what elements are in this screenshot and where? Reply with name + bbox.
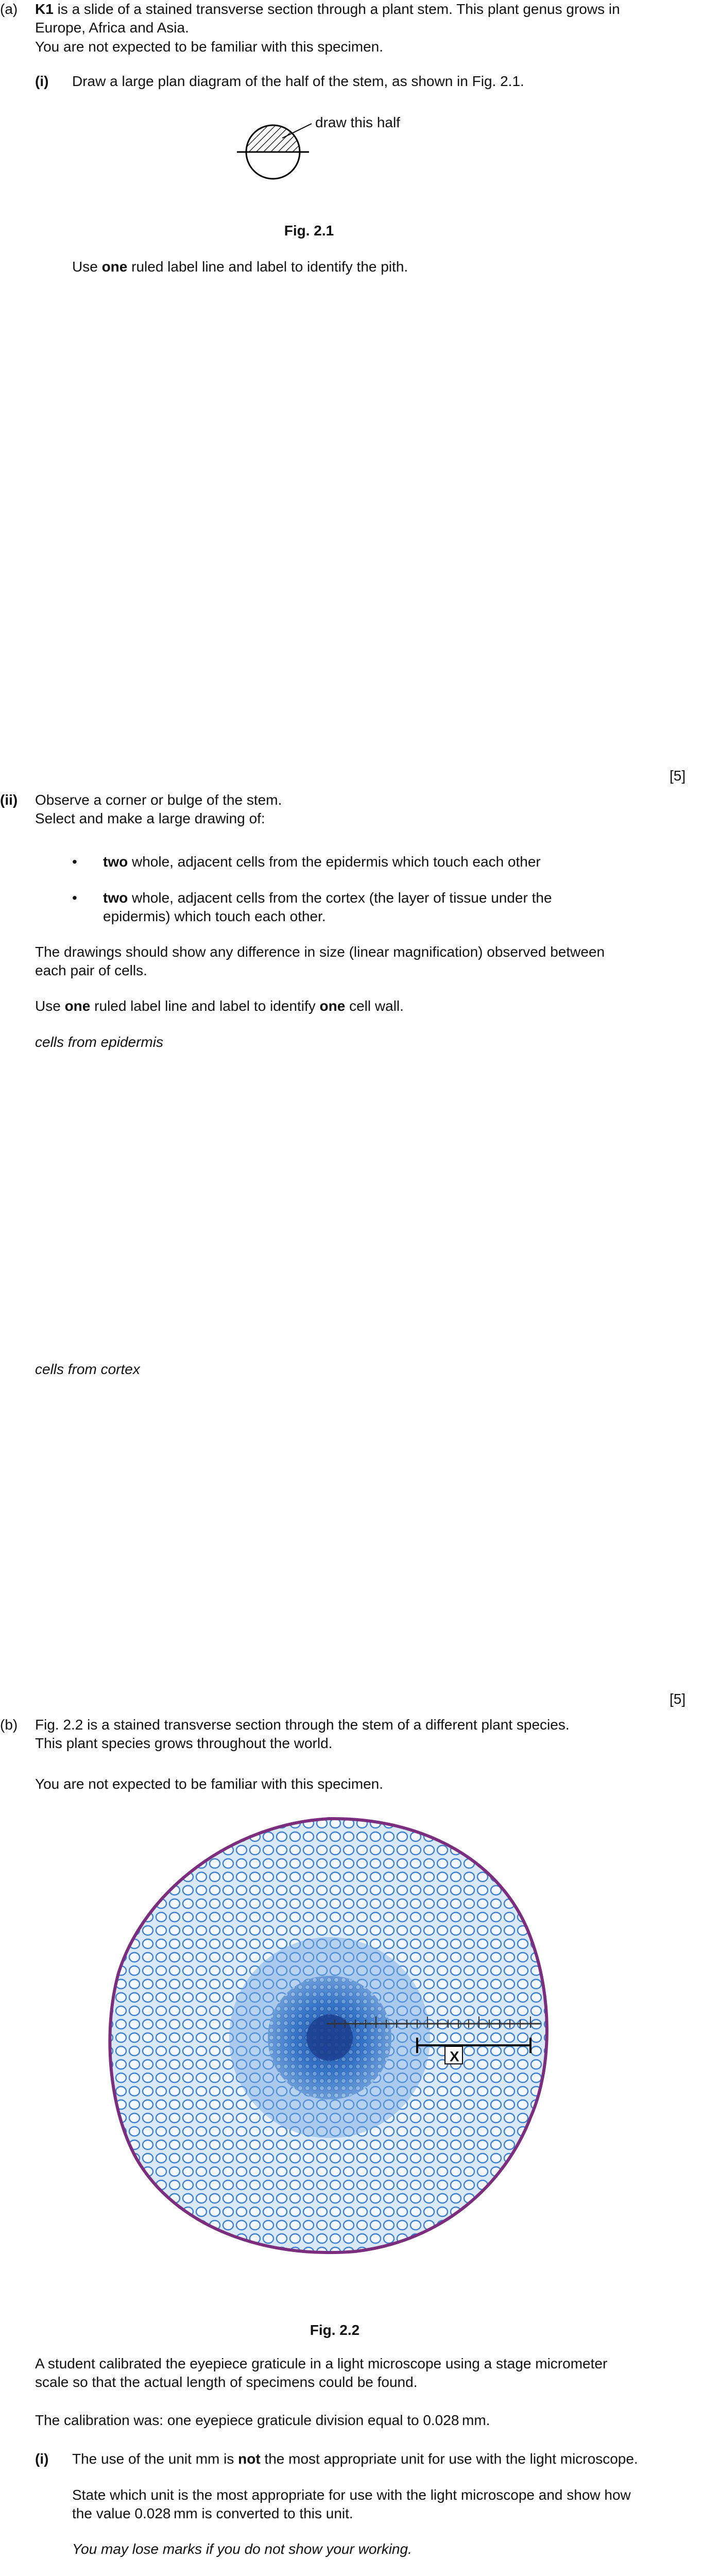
part-b-intro: Fig. 2.2 is a stained transverse section through the stem of a different plant species. This plant species grows throughout the world. [35, 1717, 570, 1752]
part-b-label: (b) [0, 1717, 18, 1733]
intro-line3: You are not expected to be familiar with this specimen. [35, 38, 384, 55]
part-a-ii-note: Use one ruled label line and label to identify one cell wall. [35, 998, 404, 1014]
intro-text: is a slide of a stained transverse section through a plant stem. This plant genus grows in [53, 1, 620, 17]
fig-2-2-marker-x: X [450, 2048, 459, 2064]
part-a-label: (a) [0, 1, 18, 17]
label-cells-cortex: cells from cortex [35, 1361, 140, 1377]
part-a-i-marks: [5] [670, 768, 686, 784]
part-b-para1: A student calibrated the eyepiece graticule in a light microscope using a stage micrometer scale so that the actual length of specimens could be found. [35, 2355, 608, 2391]
label-cells-epidermis: cells from epidermis [35, 1034, 163, 1050]
part-a-ii-marks: [5] [670, 1691, 686, 1707]
part-a-ii-text [35, 791, 699, 828]
part-b-i-line2: State which unit is the most appropriate for use with the light microscope and show how the value 0.028 mm is converted to this unit. [72, 2487, 631, 2522]
part-a-i-label: (i) [35, 73, 49, 89]
part-b-i-warning: You may lose marks if you do not show your working. [72, 2541, 412, 2557]
part-a-ii-para: The drawings should show any difference in size (linear magnification) observed between each pair of cells. [35, 944, 605, 979]
fig-2-2-photomicrograph [88, 1803, 572, 2267]
part-a-i-instruction: Draw a large plan diagram of the half of the stem, as shown in Fig. 2.1. [72, 73, 524, 89]
part-a-ii-label: (ii) [0, 792, 18, 808]
fig-2-2-caption: Fig. 2.2 [310, 2322, 360, 2338]
bullet-1: two whole, adjacent cells from the epidermis which touch each other [103, 854, 541, 870]
part-b-calibration: The calibration was: one eyepiece graticule division equal to 0.028 mm. [35, 2412, 490, 2428]
part-b-i-line1: The use of the unit mm is not the most appropriate unit for use with the light microscope. [72, 2451, 638, 2467]
ii-line2: Select and make a large drawing of: [35, 810, 265, 827]
ii-line1: Observe a corner or bulge of the stem. [35, 792, 282, 808]
specimen-k1: K1 [35, 1, 54, 17]
bullet-1-dot: • [72, 854, 77, 870]
part-a-intro [35, 0, 699, 56]
bullet-2: two whole, adjacent cells from the cortex (the layer of tissue under the epidermis) which touch each other. [103, 890, 552, 925]
part-b-i-label: (i) [35, 2451, 49, 2467]
fig-2-1-caption: Fig. 2.1 [284, 223, 334, 239]
fig-2-1-callout: draw this half [315, 114, 400, 130]
part-a-i-note: Use one ruled label line and label to identify the pith. [72, 259, 408, 275]
intro-line2: Europe, Africa and Asia. [35, 20, 189, 36]
bullet-2-dot: • [72, 890, 77, 906]
part-b-intro-line3: You are not expected to be familiar with this specimen. [35, 1776, 384, 1792]
